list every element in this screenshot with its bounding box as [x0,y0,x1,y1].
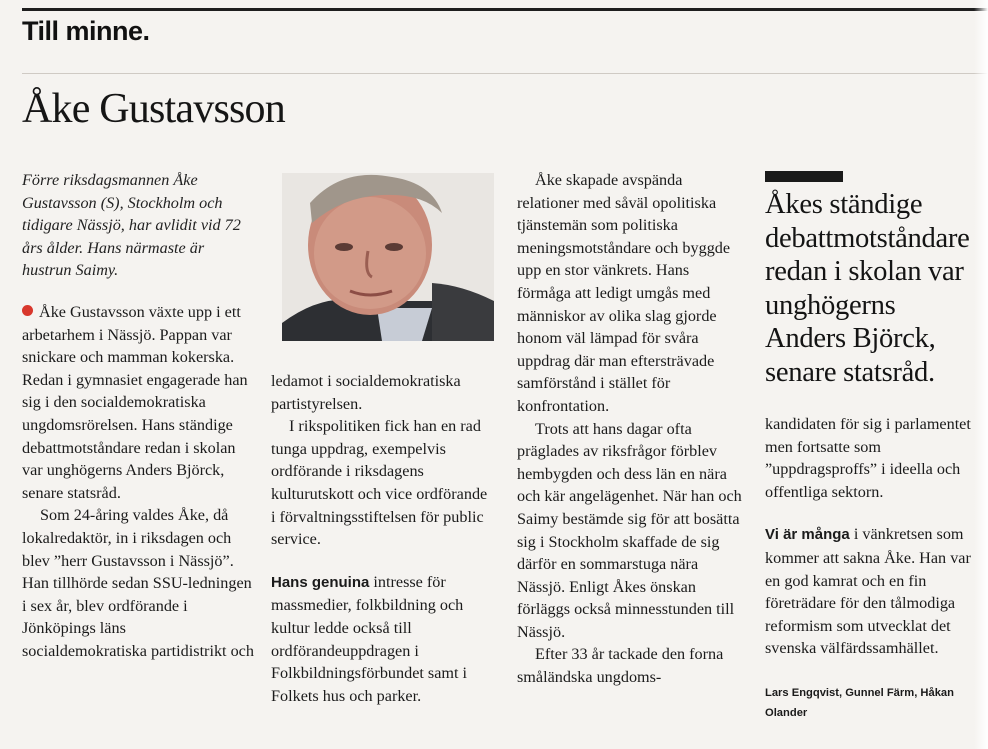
bullet-dot-icon [22,305,33,316]
pull-quote-bar [765,171,843,182]
column-3 [517,169,743,689]
portrait-illustration [282,173,494,341]
column-4-run-in: Vi är många [765,526,850,544]
column-1-text-1: Åke Gustavsson växte upp i ett arbetarhem i Nässjö. Pappan var snickare och mamman kokerska. Redan i gymnasiet engagerade han sig i den socialdemokratiska ungdomsrörelsen. Hans ständige debattmotståndare redan i skolan var unghögerns Anders Björck, senare statsråd. [22,303,248,502]
portrait-photo [282,173,494,341]
section-heading: Till minne. [22,16,150,46]
column-3-paragraph-2: Trots att hans dagar ofta präglades av riksfrågor förblev hembygden och dess län en nära och kär angelägenhet. När han och Saimy bestämde sig för att bosätta sig i Stockholm skaffade de sig därför en sommarstuga nära Nässjö. Enligt Åkes önskan förläggs också minnesstunden till Nässjö. [517,419,742,641]
column-4-text-2: i vänkretsen som kommer att sakna Åke. Han var en god kamrat och en fin företrädare för den tålmodiga reformism som utvecklat det svenska välfärdssamhället. [765,525,971,658]
top-rule [22,8,988,11]
column-2-text-3: intresse för massmedier, folkbildning och kultur ledde också till ordförandeuppdragen i Folkbildningsförbundet samt i Folkets hus och parker. [271,572,468,705]
column-2-paragraph-1: ledamot i socialdemokratiska partistyrelsen. [271,372,461,413]
column-3-paragraph-1: Åke skapade avspända relationer med såväl opolitiska tjänstemän som politiska meningsmotståndare och byggde upp en stor vänkrets. Hans förmåga att ledigt umgås med människor av olika slag gjorde honom väl lämpad för svåra uppdrag där man eftersträvade samförstånd i stället för konfrontation. [517,171,731,415]
signature: Lars Engqvist, Gunnel Färm, Håkan Olander [765,687,954,719]
column-2-paragraph-2: I rikspolitiken fick han en rad tunga uppdrag, exempelvis ordförande i riksdagens kulturutskott och vice ordförande i förvaltningsstiftelsen för public service. [271,417,488,549]
page-edge [974,0,988,749]
column-4-paragraph-2 [765,523,977,660]
pull-quote: Åkes ständige debattmotståndare redan i skolan var unghögerns Anders Björck, senare statsråd. [765,189,970,388]
column-2-paragraph-3 [271,571,495,708]
lead-paragraph: Förre riksdagsmannen Åke Gustavsson (S), Stockholm och tidigare Nässjö, har avlidit vid 72 års ålder. Hans närmaste är hustrun Saimy. [22,171,241,280]
heading-divider [22,73,988,74]
column-4 [765,413,977,660]
column-2-run-in: Hans genuina [271,573,370,591]
column-1-paragraph-1 [22,301,254,504]
column-4-paragraph-1: kandidaten för sig i parlamentet men fortsatte som ”uppdragsproffs” i ideella och offentliga sektorn. [765,415,971,501]
obituary-title: Åke Gustavsson [22,86,285,132]
column-1-paragraph-2: Som 24-åring valdes Åke, då lokalredaktör, in i riksdagen och blev ”herr Gustavsson i Nässjö”. Han tillhörde sedan SSU-ledningen i sex år, blev ordförande i Jönköpings läns socialdemokratiska partidistrikt och [22,506,254,660]
column-1 [22,301,254,663]
column-3-paragraph-3: Efter 33 år tackade den forna småländska ungdoms- [517,645,724,687]
column-2 [271,370,495,707]
